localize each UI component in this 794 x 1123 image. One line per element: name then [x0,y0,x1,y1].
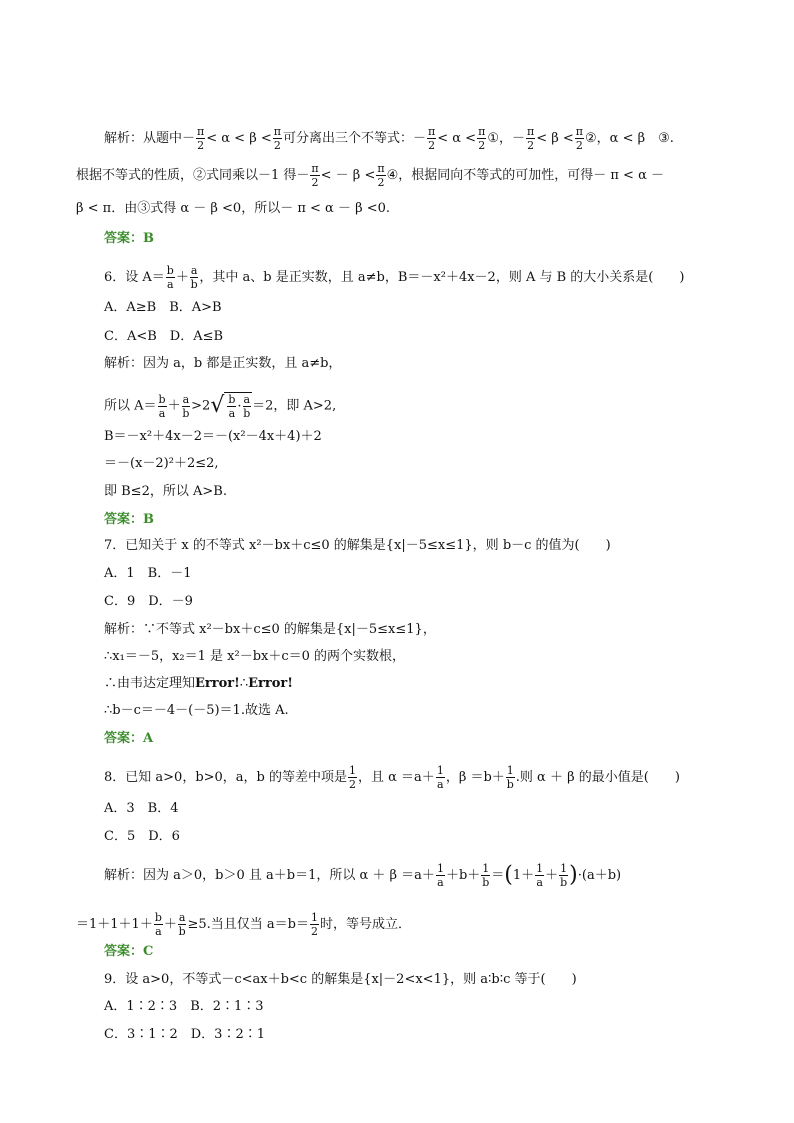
fraction-pi-over-2: $\frac{\pi}{2}$ [478,125,486,152]
q9-options-2: C．3∶1∶2 D．3∶2∶1 [104,1027,265,1042]
q6-options-2: C．A<B D．A≤B [104,329,224,344]
fraction-pi-over-2: $\frac{\pi}{2}$ [273,125,281,152]
q6-solution-line-2: 所以 A＝ $\frac{b}{a}$ ＋ $\frac{a}{b}$ >2√ $\frac{b}{a}$ · $\frac{a}{b}$ ＝2，即 A>2, [104,392,337,420]
q8-answer: 答案：C [104,944,154,959]
q6-solution-line-3: B＝－x²＋4x－2＝－(x²－4x＋4)＋2 [104,429,322,444]
q5-answer: 答案：B [104,231,154,246]
fraction-pi-over-2: $\frac{\pi}{2}$ [428,125,436,152]
q7-answer: 答案：A [104,731,154,746]
q8-options-1: A．3 B．4 [104,801,179,816]
q7-solution-line-4: ∴b－c＝－4－(－5)＝1.故选 A. [104,703,289,718]
fraction-pi-over-2: $\frac{\pi}{2}$ [311,162,319,189]
q8-stem: 8．已知 a>0，b>0，a，b 的等差中项是 $\frac{1}{2}$ ，且 α ＝a＋ $\frac{1}{a}$ ，β ＝b＋ $\frac{1}{b}$ .则 α ＋ β 的最小值是( ) [104,764,680,791]
q5-solution-line-3: β < π．由③式得 α － β <0，所以－ π < α － β <0. [76,201,391,216]
q7-solution-line-2: ∴x₁＝－5，x₂＝1 是 x²－bx＋c＝0 的两个实数根， [104,649,406,664]
q6-solution-line-5: 即 B≤2，所以 A>B. [104,484,227,499]
q8-options-2: C．5 D．6 [104,829,180,844]
q5-solution-line-1: 解析：从题中－ $\frac{\pi}{2}$ < α < β < $\frac{\pi}{2}$ 可分离出三个不等式：－ $\frac{\pi}{2}$ < α < $\frac{\pi}{2}$ ①，－ $\frac{\pi}{2}$ < β < $\frac{\pi}{2}$ ②，α < β ③. [104,125,674,152]
q6-solution-line-4: ＝－(x－2)²＋2≤2, [104,456,219,471]
q7-solution-line-1: 解析：∵不等式 x²－bx＋c≤0 的解集是{x|－5≤x≤1}， [104,622,436,637]
fraction-pi-over-2: $\frac{\pi}{2}$ [526,125,535,152]
q6-answer: 答案：B [104,512,154,527]
fraction-pi-over-2: $\frac{\pi}{2}$ [197,125,205,152]
q8-solution-line-2: ＝1＋1＋1＋ $\frac{b}{a}$ ＋ $\frac{a}{b}$ ≥5.当且仅当 a＝b＝ $\frac{1}{2}$ 时，等号成立． [76,911,411,938]
error-text: Error! [248,676,293,691]
q9-options-1: A．1∶2∶3 B．2∶1∶3 [104,999,264,1014]
q6-stem: 6．设 A＝ $\frac{b}{a}$ ＋ $\frac{a}{b}$ ，其中 a、b 是正实数，且 a≠b，B＝－x²＋4x－2，则 A 与 B 的大小关系是( ) [104,264,685,291]
q9-stem: 9．设 a>0，不等式－c<ax＋b<c 的解集是{x|－2<x<1}，则 a∶b∶c 等于( ) [104,972,577,987]
q8-solution-line-1: 解析：因为 a＞0，b＞0 且 a＋b＝1，所以 α ＋ β ＝a＋ $\frac{1}{a}$ ＋b＋ $\frac{1}{b}$ ＝(1＋ $\frac{1}{a}$ ＋ $\frac{1}{b}$ )·(a＋b) [104,862,622,889]
q7-solution-line-3: ∴由韦达定理知Error!∴Error! [104,676,293,691]
q7-options-2: C．9 D．－9 [104,594,193,609]
fraction-pi-over-2: $\frac{\pi}{2}$ [377,162,385,189]
sqrt-symbol: √ [210,393,225,418]
q6-options-1: A．A≥B B．A>B [104,300,222,315]
q6-solution-line-1: 解析：因为 a，b 都是正实数，且 a≠b， [104,356,342,371]
error-text: Error! [195,676,240,691]
q7-stem: 7．已知关于 x 的不等式 x²－bx＋c≤0 的解集是{x|－5≤x≤1}，则 b－c 的值为( ) [104,538,611,553]
fraction-pi-over-2: $\frac{\pi}{2}$ [575,125,584,152]
q7-options-1: A．1 B．－1 [104,566,192,581]
q5-solution-line-2: 根据不等式的性质，②式同乘以－1 得－ $\frac{\pi}{2}$ < － β < $\frac{\pi}{2}$ ④，根据同向不等式的可加性，可得－ π < α － [76,162,664,189]
